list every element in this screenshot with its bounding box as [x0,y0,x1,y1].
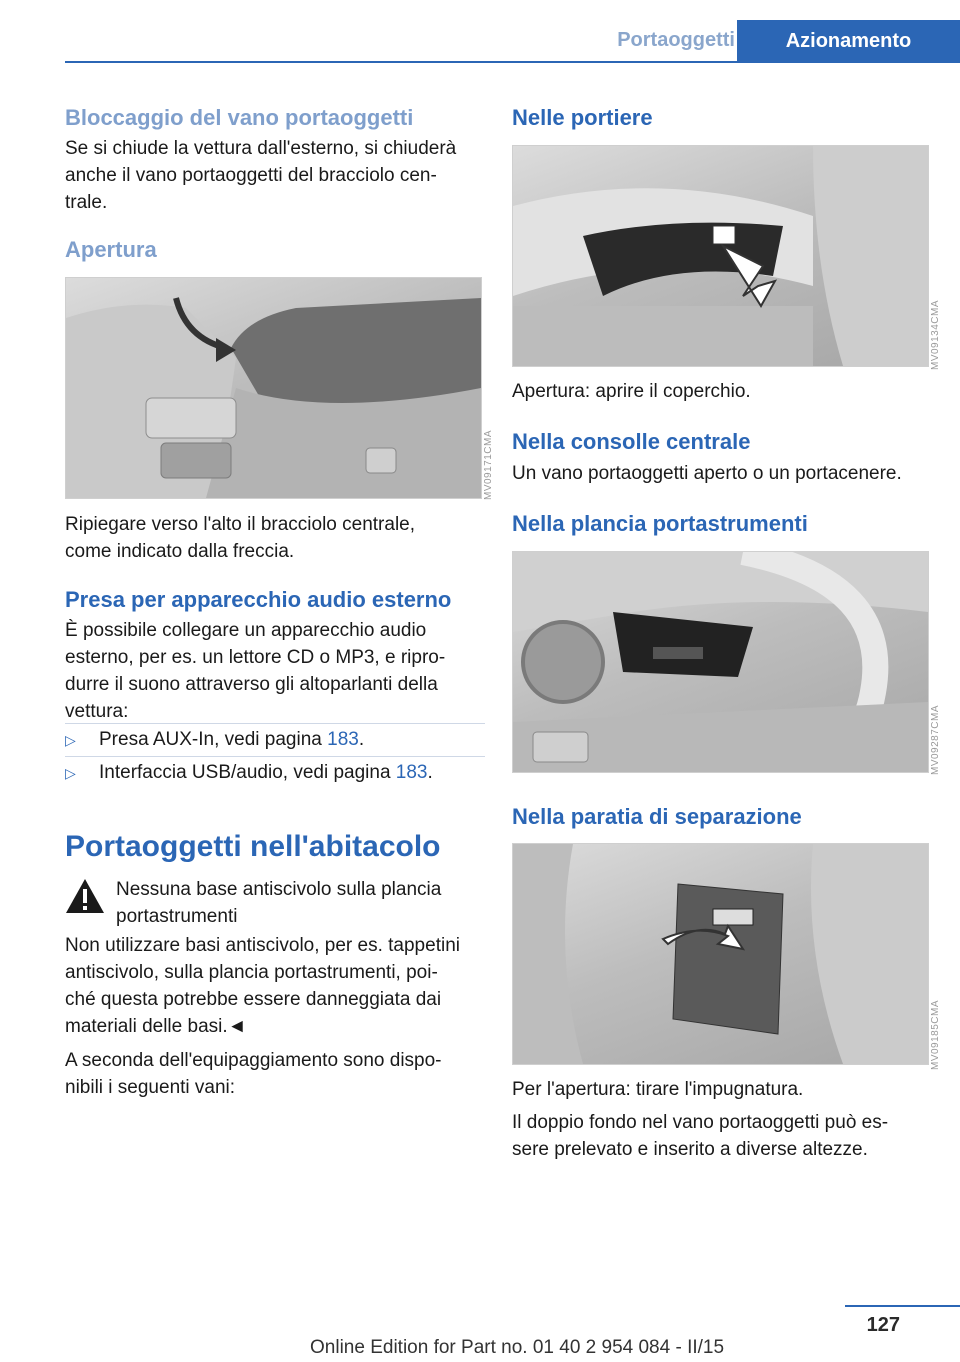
text-line: materiali delle basi.◄ [65,1016,247,1037]
figure-armrest [65,277,482,499]
list-item-text: Presa AUX-In, vedi pagina [99,729,328,750]
paragraph-doors: Apertura: aprire il coperchio. [512,381,751,402]
heading-cabin: Portaoggetti nell'abitacolo [65,830,441,863]
figure-code: MV09287CMA [930,704,941,775]
text-line: sere prelevato e inserito a diverse altezze. [512,1139,868,1160]
text-line: ché questa potrebbe essere danneggiata dai [65,989,442,1010]
heading-partition: Nella paratia di separazione [512,804,802,829]
paragraph-lock [65,135,485,216]
list-item-text: Interfaccia USB/audio, vedi pagina [99,762,396,783]
triangle-bullet-icon: ▷ [65,732,76,748]
header-chapter-tab: Azionamento [737,20,960,63]
text-line: Nessuna base antiscivolo sulla plancia [116,879,442,900]
header-rule [65,61,960,63]
page-number-rule [845,1305,960,1307]
text-line: Se si chiude la vettura dall'esterno, si chiuderà [65,138,457,159]
text-line: durre il suono attraverso gli altoparlanti della [65,674,438,695]
text-line: A seconda dell'equipaggiamento sono dispo- [65,1050,442,1071]
heading-dashboard: Nella plancia portastrumenti [512,511,808,536]
paragraph-double-bottom [512,1109,942,1163]
paragraph-console: Un vano portaoggetti aperto o un portacenere. [512,463,902,484]
text-line: nibili i seguenti vani: [65,1077,236,1098]
figure-dashboard [512,551,929,773]
text-line: trale. [65,192,108,213]
footer-edition: Online Edition for Part no. 01 40 2 954 084 - II/15 [310,1337,725,1358]
list-item [65,726,485,754]
page-link[interactable]: 183 [395,762,428,783]
list-divider [65,756,485,757]
text-line: antiscivolo, sulla plancia portastrumenti, poi- [65,962,438,983]
heading-apertura: Apertura [65,237,157,262]
text-line: esterno, per es. un lettore CD o MP3, e ripro- [65,647,446,668]
list-divider [65,723,485,724]
text-line: vettura: [65,701,129,722]
figure-door-pocket [512,145,929,367]
warning-body [65,932,485,1040]
list-item-end: . [358,729,365,750]
text-line: come indicato dalla freccia. [65,541,295,562]
header-section-label: Portaoggetti [617,29,735,51]
text-line: Ripiegare verso l'alto il bracciolo centrale, [65,514,416,535]
figure-code: MV09134CMA [930,299,941,370]
warning-icon [65,878,105,914]
list-item [65,759,485,787]
paragraph-partition-open: Per l'apertura: tirare l'impugnatura. [512,1079,804,1100]
figure-partition [512,843,929,1065]
triangle-bullet-icon: ▷ [65,765,76,781]
heading-console: Nella consolle centrale [512,429,751,454]
figure-code: MV09185CMA [930,999,941,1070]
page-link[interactable]: 183 [327,729,359,750]
text-line: Non utilizzare basi antiscivolo, per es. tappetini [65,935,460,956]
figure-code: MV09171CMA [483,429,494,500]
heading-lock: Bloccaggio del vano portaoggetti [65,105,414,130]
text-line: Il doppio fondo nel vano portaoggetti può es- [512,1112,889,1133]
page-number: 127 [866,1314,900,1336]
warning-title [116,876,486,930]
heading-doors: Nelle portiere [512,105,653,130]
heading-aux: Presa per apparecchio audio esterno [65,587,452,612]
text-line: portastrumenti [116,906,238,927]
paragraph-apertura [65,511,485,565]
list-item-end: . [427,762,433,783]
paragraph-aux [65,617,485,725]
text-line: anche il vano portaoggetti del bracciolo cen- [65,165,437,186]
text-line: È possibile collegare un apparecchio audio [65,620,427,641]
paragraph-equipment [65,1047,485,1101]
